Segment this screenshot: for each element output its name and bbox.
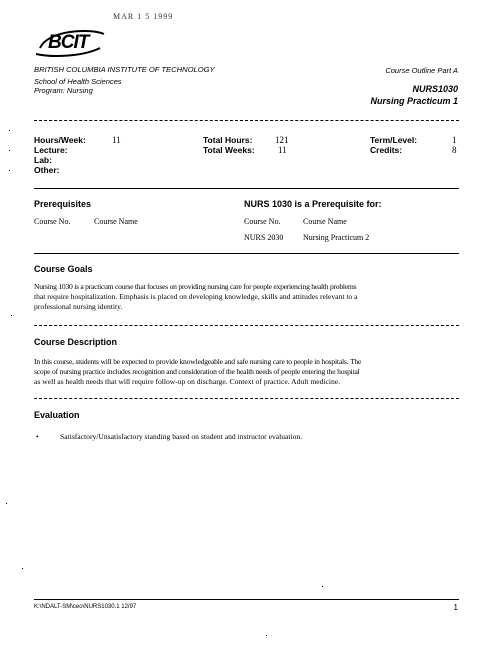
received-stamp: MAR 1 5 1999 — [113, 12, 174, 21]
footer-divider — [34, 599, 459, 600]
course-goals-text — [34, 282, 464, 312]
other-label: Other: — [34, 165, 60, 175]
scan-speck — [6, 503, 7, 504]
page-number: 1 — [453, 603, 458, 612]
bcit-logo — [34, 28, 106, 58]
goals-divider — [34, 325, 459, 326]
scan-speck — [266, 635, 267, 636]
evaluation-bullet-icon: • — [36, 432, 39, 441]
total-hours-label: Total Hours: — [203, 135, 253, 145]
course-description-line: In this course, students will be expected to provide knowledgeable and safe nursing care to people in hospitals. The — [34, 357, 362, 366]
credits-value: 8 — [452, 145, 457, 155]
course-description-line: as well as health needs that will require follow-up on discharge. Context of practice. Adult medicine. — [34, 377, 341, 386]
lab-label: Lab: — [34, 155, 52, 165]
lecture-label: Lecture: — [34, 145, 68, 155]
course-goals-line: professional nursing identity. — [34, 302, 123, 311]
evaluation-item: Satisfactory/Unsatisfactory standing based on student and instructor evaluation. — [60, 432, 303, 441]
credits-label: Credits: — [370, 145, 403, 155]
table-row-course-no: NURS 2030 — [244, 233, 284, 242]
scan-speck — [322, 586, 323, 587]
hours-week-label: Hours/Week: — [34, 135, 86, 145]
prereq-for-col-course-name: Course Name — [303, 217, 347, 226]
school-name: School of Health Sciences — [34, 77, 122, 86]
institute-name: BRITISH COLUMBIA INSTITUTE OF TECHNOLOGY — [34, 65, 215, 74]
term-level-value: 1 — [452, 135, 457, 145]
course-description-heading: Course Description — [34, 337, 118, 347]
scan-speck — [9, 150, 10, 151]
prereq-col-course-name: Course Name — [94, 217, 138, 226]
course-goals-heading: Course Goals — [34, 264, 93, 274]
course-goals-line: that require hospitalization. Emphasis is placed on developing knowledge, skills and attitudes relevant to a — [34, 292, 358, 301]
prereq-divider — [34, 253, 459, 254]
logo-text: BCIT — [48, 32, 89, 53]
footer-path: K:\NDALT-SM\ceo\NURS1030.1 12/97 — [34, 604, 137, 610]
scan-speck — [11, 315, 12, 316]
total-hours-value: 121 — [275, 135, 289, 145]
header-divider — [34, 120, 459, 121]
scan-speck — [22, 568, 23, 569]
total-weeks-label: Total Weeks: — [203, 145, 255, 155]
total-weeks-value: 11 — [278, 145, 287, 155]
course-code: NURS1030 — [412, 84, 458, 94]
prerequisites-heading: Prerequisites — [34, 199, 92, 209]
table-row-course-name: Nursing Practicum 2 — [303, 233, 370, 242]
scan-speck — [9, 170, 10, 171]
term-level-label: Term/Level: — [370, 135, 418, 145]
prereq-col-course-no: Course No. — [34, 217, 71, 226]
evaluation-heading: Evaluation — [34, 410, 80, 420]
course-description-line: scope of nursing practice includes recognition and consideration of the health needs of people entering the hospital — [34, 367, 360, 376]
course-title: Nursing Practicum 1 — [370, 96, 458, 106]
hours-divider — [34, 188, 459, 189]
document-type: Course Outline Part A — [385, 66, 458, 75]
program-name: Program: Nursing — [34, 86, 93, 95]
description-divider — [34, 398, 459, 399]
prereq-for-heading: NURS 1030 is a Prerequisite for: — [244, 199, 382, 209]
scan-speck — [9, 130, 10, 131]
hours-week-value: 11 — [112, 135, 121, 145]
prereq-for-col-course-no: Course No. — [244, 217, 281, 226]
course-goals-line: Nursing 1030 is a practicum course that focuses on providing nursing care for people experiencing health problems — [34, 282, 357, 291]
course-description-text — [34, 357, 464, 387]
